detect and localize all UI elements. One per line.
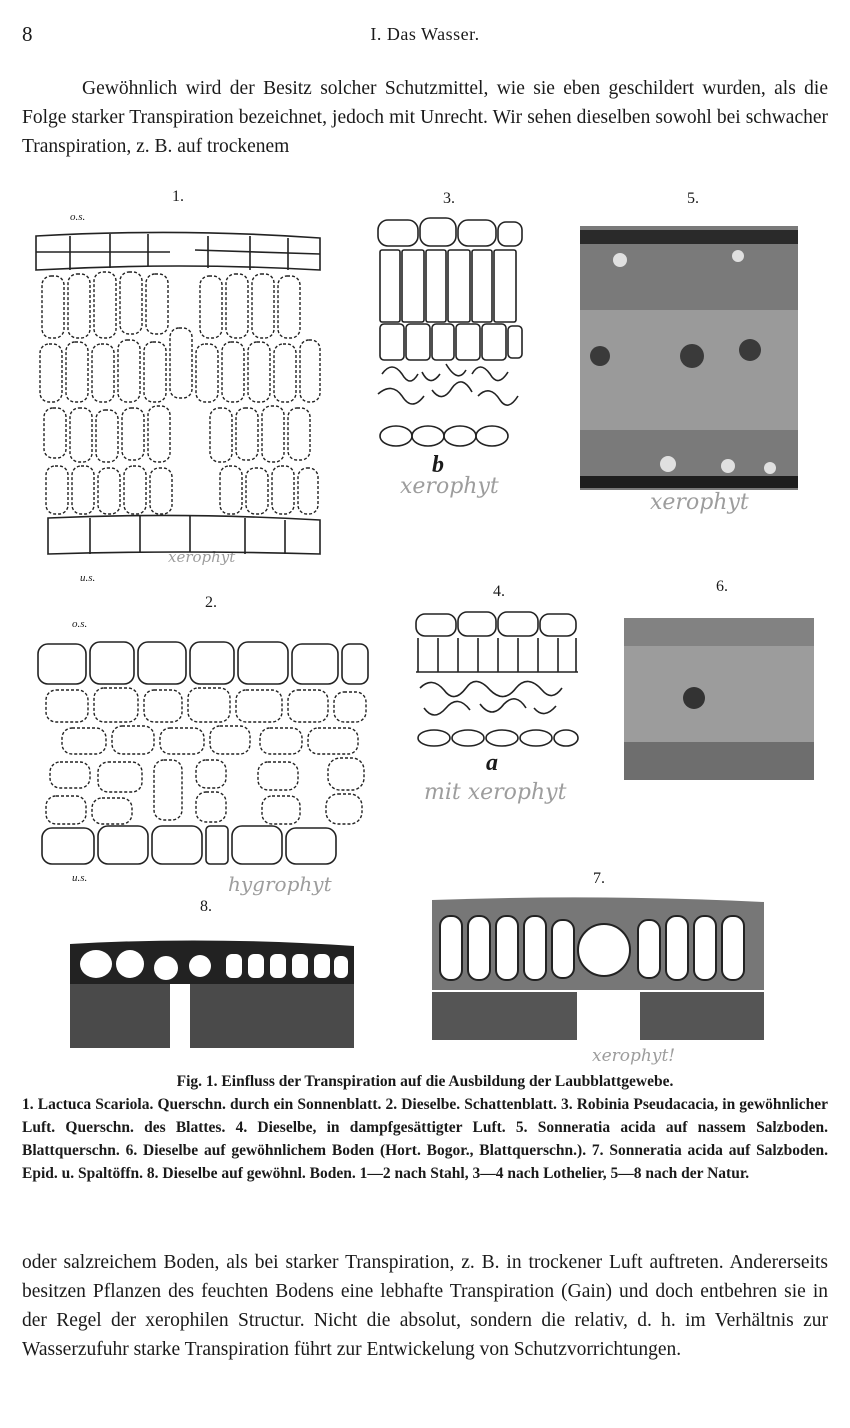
figure-number-1: 1. [172, 188, 184, 205]
running-title: I. Das Wasser. [370, 24, 480, 44]
label-os-fig2: o.s. [72, 618, 88, 630]
label-b: b [432, 452, 444, 478]
figure-number-5: 5. [687, 190, 699, 207]
figure-number-6: 6. [716, 578, 728, 595]
page-number: 8 [22, 22, 33, 46]
handwritten-note-2: hygrophyt [228, 872, 332, 896]
figure-caption [22, 1070, 828, 1185]
label-us-fig2: u.s. [72, 872, 88, 884]
figure-6-micrograph [624, 618, 814, 780]
caption-title: Fig. 1. Einfluss der Transpiration auf die Ausbildung der Laubblattgewebe. [176, 1073, 674, 1090]
figure-number-2: 2. [205, 594, 217, 611]
figure-1-drawing [30, 228, 325, 558]
figure-2-drawing [36, 638, 371, 870]
figure-8-drawing [66, 934, 358, 1052]
figure-number-4: 4. [493, 583, 505, 600]
figure-number-8: 8. [200, 898, 212, 915]
figure-4-drawing [410, 608, 582, 750]
caption-body: 1. Lactuca Scariola. Querschn. durch ein Sonnenblatt. 2. Dieselbe. Schattenblatt. 3. Robinia Pseudacacia, in gewöhnlicher Luft. Querschn. des Blattes. 4. Dieselbe, in dampfgesättigter Luft. 5. Sonneratia acida auf nassem Salzboden. Blattquerschn. 6. Dieselbe auf gewöhnlichem Boden (Hort. Bogor., Blattquerschn.). 7. Sonneratia acida auf Salzboden. Epid. u. Spaltöffn. 8. Dieselbe auf gewöhnl. Boden. 1—2 nach Stahl, 3—4 nach Lothelier, 5—8 nach der Natur. [22, 1096, 828, 1182]
paragraph-bottom: oder salzreichem Boden, als bei starker Transpiration, z. B. in trockener Luft auftreten. Andererseits besitzen Pflanzen des feuchten Bodens eine lebhafte Transpiration (Gain) und doch entbehren sie in der Regel der xerophilen Structur. Nicht die absolut, sondern die relativ, d. h. im Verhältnis zur Wasserzufuhr starke Transpiration führt zur Entwickelung von Schutzvorrichtungen. [22, 1252, 828, 1360]
label-a: a [486, 750, 498, 776]
handwritten-note-5: xerophyt [650, 490, 749, 515]
label-os-fig1: o.s. [70, 211, 86, 223]
handwritten-note-4: mit xerophyt [424, 780, 567, 805]
figure-7-drawing [428, 894, 768, 1044]
paragraph-top [22, 74, 828, 161]
figure-5-micrograph [580, 226, 798, 490]
figure-3-drawing [372, 214, 527, 456]
label-us-fig1: u.s. [80, 572, 96, 584]
handwritten-note-1: xerophyt [168, 548, 236, 566]
figure-number-3: 3. [443, 190, 455, 207]
handwritten-note-3: xerophyt [400, 474, 499, 499]
paragraph-top-text: Gewöhnlich wird der Besitz solcher Schutzmittel, wie sie eben geschildert wurden, als die Folge starker Transpiration bezeichnet, jedoch mit Unrecht. Wir sehen dieselben sowohl bei schwacher Transpiration, z. B. auf trockenem [22, 78, 828, 157]
figure-number-7: 7. [593, 870, 605, 887]
handwritten-note-7: xerophyt! [592, 1046, 676, 1066]
